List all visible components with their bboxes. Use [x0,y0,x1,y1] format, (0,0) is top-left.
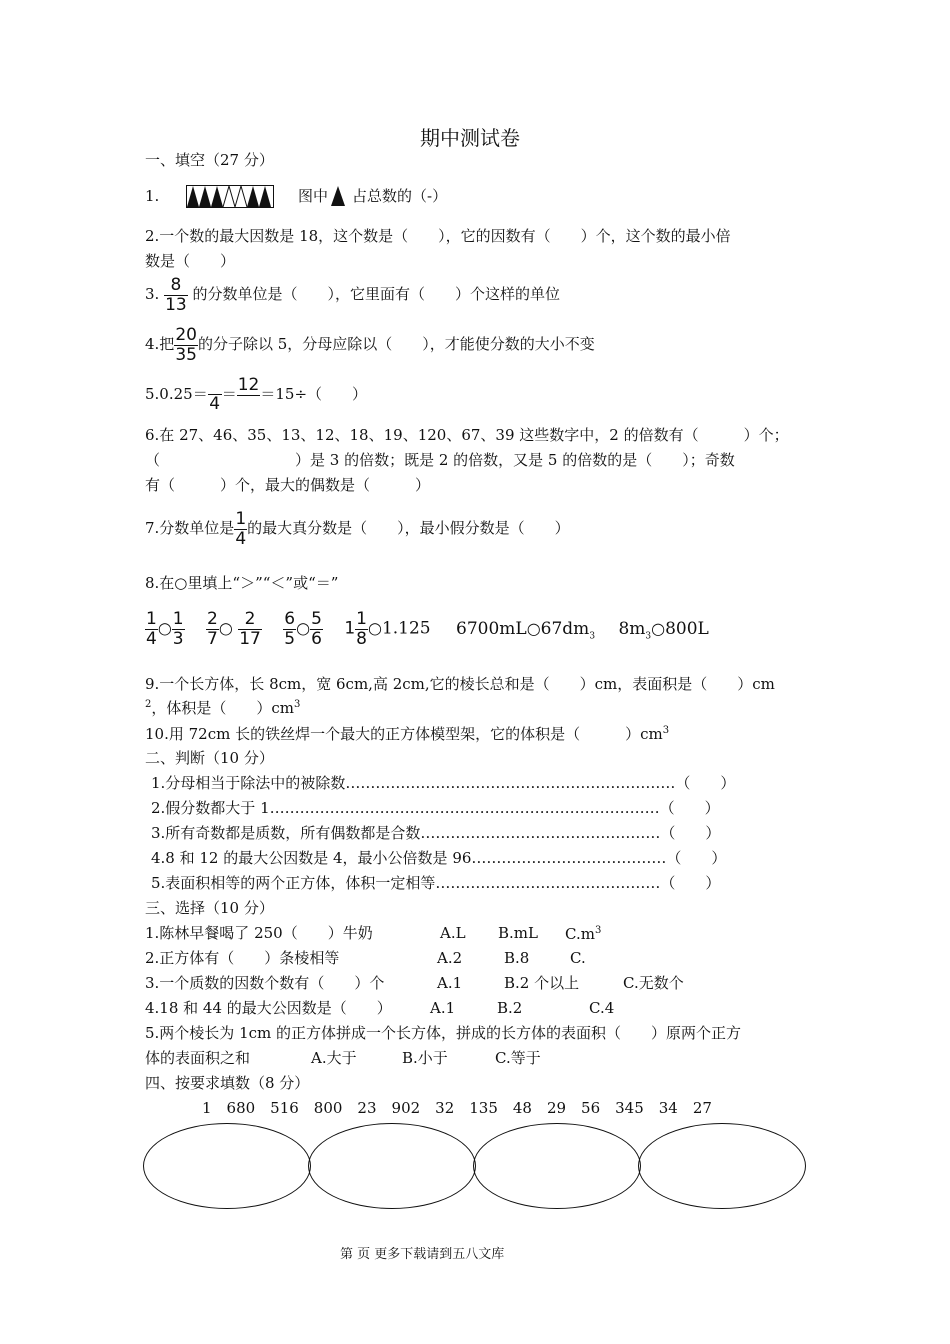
choice-q4-b: B.2 [497,999,523,1017]
section3-heading: 三、选择（10 分） [145,899,274,917]
triangle-strip-figure [186,185,274,208]
choice-q3-text: 3.一个质数的因数个数有（ ）个 [145,974,385,992]
q8-pair-6: $8m_3○800L$ [618,618,709,642]
footer: 第 页 更多下载请到五八文库 [340,1247,505,1262]
triangle-icon [330,185,346,207]
answer-ellipse-1[interactable] [143,1123,311,1209]
answer-ellipse-3[interactable] [473,1123,641,1209]
answer-ellipse-4[interactable] [638,1123,806,1209]
q4 [145,326,595,364]
q3-pre: 3. [145,285,160,304]
choice-q2-c: C. [570,949,586,967]
choice-q5-line1: 5.两个棱长为 1cm 的正方体拼成一个长方体，拼成的长方体的表面积（ ）原两个正方 [145,1024,742,1042]
compare-circle-4[interactable]: ○ [367,618,382,638]
q8-pair-3: $\frac{6}{5}$ ○ $\frac{5}{6}$ [284,609,322,649]
choice-q3-c: C.无数个 [623,974,684,992]
choice-q2-text: 2.正方体有（ ）条棱相等 [145,949,340,967]
q7-post: 的最大真分数是（ ），最小假分数是（ ） [247,519,570,538]
q2-line1: 2.一个数的最大因数是 18，这个数是（ ），它的因数有（ ）个，这个数的最小倍 [145,227,731,245]
judge-item-2: 2.假分数都大于 1……………………………………………………………………（ ） [151,799,720,817]
q5-fraction-1: 4 [208,376,222,414]
compare-circle-2[interactable]: ○ [218,618,233,638]
compare-circle-3[interactable]: ○ [296,618,311,638]
q8-text: 8.在○里填上“＞”“＜”或“＝” [145,574,339,592]
q9-line1: 9.一个长方体，长 8cm，宽 6cm,高 2cm,它的棱长总和是（ ）cm，表面积是（ ）cm [145,675,775,693]
filled-triangle-4 [247,186,259,207]
q3-fraction: $\frac{8}{13}$ [165,275,187,315]
choice-q1-text: 1.陈林早餐喝了 250（ ）牛奶 [145,924,373,942]
q6-line1: 6.在 27、46、35、13、12、18、19、120、67、39 这些数字中，2 的倍数有（ ）个； [145,426,789,444]
q1-text: 图中 [298,187,329,205]
answer-ellipse-2[interactable] [308,1123,476,1209]
q4-pre: 4.把 [145,335,175,354]
filled-triangle-1 [187,186,199,207]
q8-pair-4: 1 $\frac{1}{8}$ ○1.125 [344,609,431,649]
q1-tail: 占总数的（-） [352,187,448,205]
q10: 10.用 72cm 长的铁丝焊一个最大的正方体模型架，它的体积是（ ）$cm^3$ [145,725,670,743]
section1-heading: 一、填空（27 分） [145,151,274,169]
q5 [145,376,367,414]
q2-line2: 数是（ ） [145,252,236,270]
section2-heading: 二、判断（10 分） [145,749,274,767]
section4-heading: 四、按要求填数（8 分） [145,1074,310,1092]
choice-q3-a: A.1 [437,974,463,992]
empty-triangles [223,186,247,207]
compare-circle-6[interactable]: ○ [651,618,666,638]
choice-q1-a: A.L [440,924,466,942]
q3-post: 的分数单位是（ ），它里面有（ ）个这样的单位 [192,285,561,304]
q5-pre: 5.0.25＝ [145,384,208,403]
page-title: 期中测试卷 [420,126,520,150]
q7 [145,510,570,548]
choice-q5-b: B.小于 [402,1049,448,1067]
q4-fraction: $\frac{20}{35}$ [175,325,197,365]
q8-pair-2: $\frac{2}{7}$ ○ $\frac{2}{17}$ [207,609,261,649]
choice-q4-c: C.4 [589,999,615,1017]
q7-pre: 7.分数单位是 [145,519,235,538]
choice-q3-b: B.2 个以上 [504,974,580,992]
number-list: 1 680 516 800 23 902 32 135 48 29 56 345 34 27 [202,1099,712,1117]
choice-q2-b: B.8 [504,949,530,967]
q5-eq: ＝ [221,384,237,403]
q4-post: 的分子除以 5，分母应除以（ ），才能使分数的大小不变 [197,335,595,354]
filled-triangle-2 [199,186,211,207]
choice-q4-a: A.1 [430,999,456,1017]
q8-pair-5: $6700mL○67dm_3$ [456,618,596,642]
q5-post: ＝15÷（ ） [260,384,368,403]
choice-q1-c: $C.m^3$ [565,925,602,943]
q6-line3: 有（ ）个，最大的偶数是（ ） [145,476,431,494]
q5-fraction-2: 12 [237,375,260,395]
choice-q2-a: A.2 [437,949,463,967]
filled-triangle-3 [211,186,223,207]
judge-item-5: 5.表面积相等的两个正方体，体积一定相等………………………………………（ ） [151,874,721,892]
choice-q4-text: 4.18 和 44 的最大公因数是（ ） [145,999,392,1017]
choice-q5-c: C.等于 [495,1049,541,1067]
q3 [145,276,560,314]
choice-q5-a: A.大于 [311,1049,357,1067]
q9-line2: $^2$，体积是（ ）$cm^3$ [145,699,301,717]
q1-number: 1. [145,187,160,205]
q8-pair-1: $\frac{1}{4}$ ○ $\frac{1}{3}$ [146,609,184,649]
judge-item-4: 4.8 和 12 的最大公因数是 4，最小公倍数是 96…………………………………（ ） [151,849,727,867]
q8-comparisons [145,610,725,648]
judge-item-1: 1.分母相当于除法中的被除数…………………………………………………………（ ） [151,774,736,792]
q7-fraction: $\frac{1}{4}$ [235,509,247,549]
choice-q1-b: B.mL [498,924,538,942]
choice-q5-line2: 体的表面积之和 [145,1049,251,1067]
compare-circle-1[interactable]: ○ [157,618,172,638]
q6-line2: （ ）是 3 的倍数；既是 2 的倍数，又是 5 的倍数的是（ ）；奇数 [145,451,735,469]
judge-item-3: 3.所有奇数都是质数，所有偶数都是合数…………………………………………（ ） [151,824,721,842]
compare-circle-5[interactable]: ○ [526,618,541,638]
filled-triangle-5 [259,186,271,207]
